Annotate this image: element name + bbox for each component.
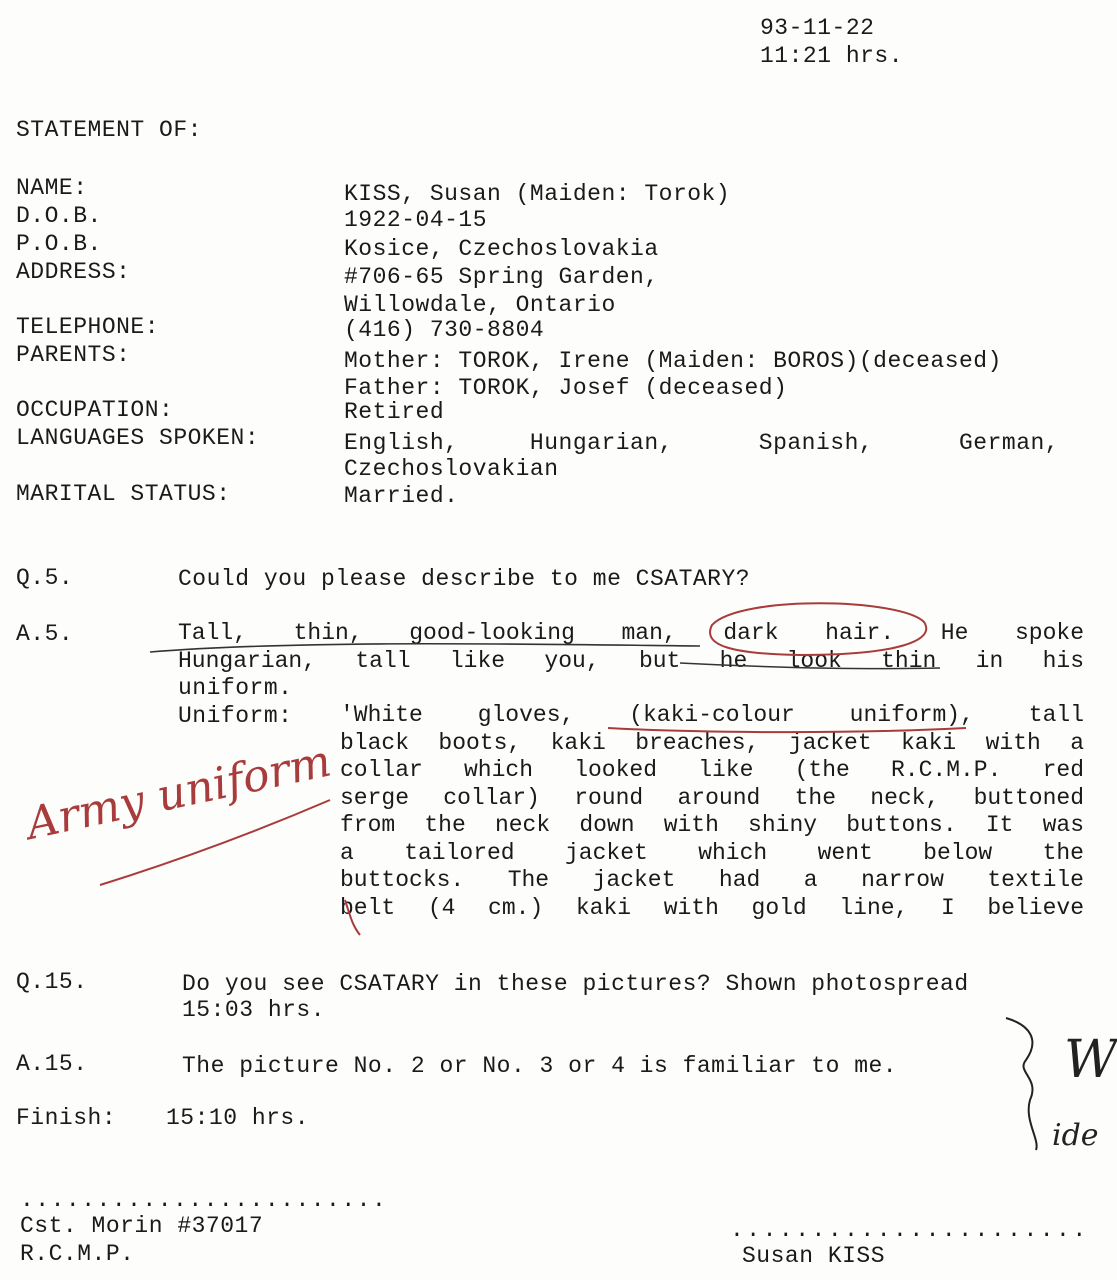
a5-line-2: Hungarian, tall like you, but he look thin in his [178,647,1084,674]
field-label-marital: MARITAL STATUS: [16,481,231,507]
margin-handwriting-2: ide [1052,1118,1099,1153]
field-value-languages: English, Hungarian, Spanish, German, [344,430,1060,456]
field-value-languages-2: Czechoslovakian [344,456,559,482]
statement-date: 93-11-22 [760,15,875,41]
field-value-telephone: (416) 730-8804 [344,317,545,343]
field-value-pob: Kosice, Czechoslovakia [344,236,659,262]
finish-time: 15:10 hrs. [166,1105,310,1131]
uniform-line-3: collar which looked like (the R.C.M.P. red [340,757,1084,783]
field-value-mother: Mother: TOROK, Irene (Maiden: BOROS)(deceased) [344,348,1002,374]
uniform-description [340,702,1084,922]
q15-label: Q.15. [16,969,88,995]
a15-text: The picture No. 2 or No. 3 or 4 is familiar to me. [182,1053,898,1079]
uniform-line-7: buttocks. The jacket had a narrow textile [340,867,1084,893]
witness-name: Susan KISS [742,1243,886,1269]
a5-line-3: uniform. [178,675,293,701]
q5-text: Could you please describe to me CSATARY? [178,566,751,592]
signature-line-officer: ........................ [20,1187,388,1213]
a5-line-1: Tall, thin, good-looking man, dark hair. He spoke [178,620,1084,646]
uniform-line-8: belt (4 cm.) kaki with gold line, I believe [340,894,1084,921]
signature-line-witness: ...................... [730,1217,1089,1243]
handwritten-annotation: Army uniform [22,735,336,850]
field-label-parents: PARENTS: [16,342,131,368]
field-value-name: KISS, Susan (Maiden: Torok) [344,181,731,207]
field-value-marital: Married. [344,483,459,509]
field-value-occupation: Retired [344,399,445,425]
field-value-address-2: Willowdale, Ontario [344,292,616,318]
field-label-telephone: TELEPHONE: [16,314,160,340]
field-value-father: Father: TOROK, Josef (deceased) [344,375,788,401]
officer-agency: R.C.M.P. [20,1241,135,1267]
field-label-languages: LANGUAGES SPOKEN: [16,425,260,451]
q15-line-1: Do you see CSATARY in these pictures? Shown photospread [182,971,969,997]
uniform-label: Uniform: [178,703,293,729]
a5-answer [178,620,1084,675]
a15-label: A.15. [16,1051,88,1077]
field-label-name: NAME: [16,175,88,201]
a5-label: A.5. [16,621,74,647]
field-value-dob: 1922-04-15 [344,207,488,233]
statement-time: 11:21 hrs. [760,43,904,69]
field-value-address: #706-65 Spring Garden, [344,264,659,290]
officer-name: Cst. Morin #37017 [20,1213,264,1239]
q15-line-2: 15:03 hrs. [182,997,326,1023]
statement-title: STATEMENT OF: [16,117,202,143]
field-label-pob: P.O.B. [16,231,102,257]
q5-label: Q.5. [16,565,74,591]
field-label-dob: D.O.B. [16,203,102,229]
uniform-line-5: from the neck down with shiny buttons. It was [340,812,1084,838]
uniform-line-2: black boots, kaki breaches, jacket kaki with a [340,729,1084,756]
field-label-address: ADDRESS: [16,259,131,285]
finish-label: Finish: [16,1105,117,1131]
margin-handwriting: W [1064,1030,1117,1090]
uniform-line-4: serge collar) round around the neck, buttoned [340,784,1084,811]
uniform-line-1: 'White gloves, (kaki-colour uniform), tall [340,702,1084,728]
field-label-occupation: OCCUPATION: [16,397,174,423]
uniform-line-6: a tailored jacket which went below the [340,839,1084,866]
